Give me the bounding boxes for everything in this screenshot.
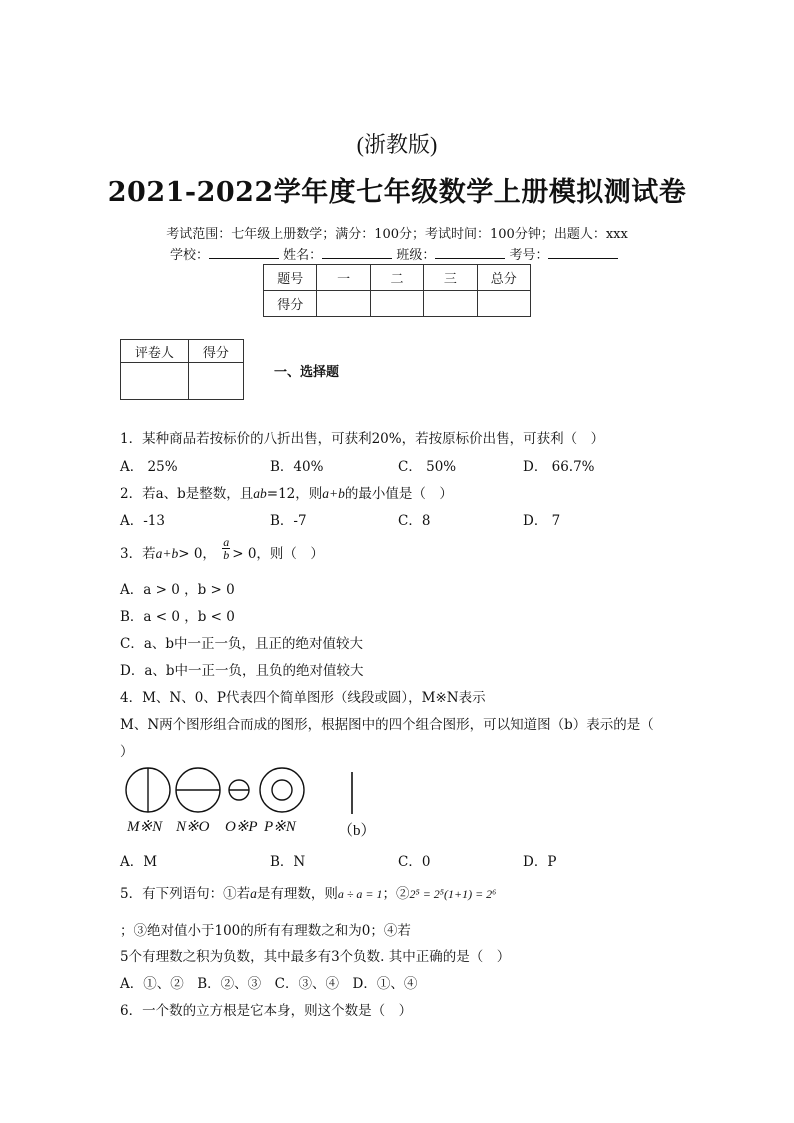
score-cell[interactable] (424, 291, 477, 317)
question-5-stem-line3: 5个有理数之积为负数，其中最多有3个负数. 其中正确的是（ ） (120, 949, 511, 965)
question-5-stem-line2: ；③绝对值小于100的所有有理数之和为0；④若 (120, 923, 411, 939)
q1-option-b[interactable]: B．40% (270, 459, 324, 475)
school-label: 学校： (170, 248, 210, 263)
q1-option-c[interactable]: C． 50% (398, 459, 457, 475)
score-cell[interactable] (370, 291, 423, 317)
label-n-o: N※O (176, 819, 210, 835)
label-figure-b: （b） (338, 823, 376, 839)
q2-option-a[interactable]: A．-13 (120, 513, 165, 529)
exam-info: 考试范围：七年级上册数学；满分：100分；考试时间：100分钟；出题人：xxx (166, 227, 628, 242)
score-cell[interactable] (317, 291, 370, 317)
score-table (263, 264, 531, 317)
q3-option-c[interactable]: C．a、b中一正一负，且正的绝对值较大 (120, 636, 364, 652)
edition-label: (浙教版) (356, 132, 438, 157)
grader-cell[interactable] (188, 363, 243, 400)
grader-table (120, 339, 244, 400)
grader-cell[interactable] (121, 363, 189, 400)
grader-header-cell: 评卷人 (121, 340, 189, 363)
question-6-stem: 6．一个数的立方根是它本身，则这个数是（ ） (120, 1003, 413, 1019)
score-header-cell: 一 (317, 265, 370, 291)
score-row-label: 得分 (264, 291, 317, 317)
fraction-a-over-b: $\frac{a}{b}$ (223, 535, 230, 562)
class-label: 班级： (396, 248, 436, 263)
question-4-stem-line1: 4．M、N、0、P代表四个简单图形（线段或圆），M※N表示 (120, 690, 486, 706)
q5-options[interactable]: A．①、② B．②、③ C．③、④ D．①、④ (120, 976, 418, 992)
p-n-inner-circle (272, 780, 292, 800)
student-info-line (170, 244, 618, 263)
q2-option-b[interactable]: B．-7 (270, 513, 307, 529)
question-4-stem-line3: ） (120, 744, 134, 760)
q2-option-d[interactable]: D． 7 (523, 513, 561, 529)
q2-option-c[interactable]: C．8 (398, 513, 431, 529)
q4-option-c[interactable]: C．0 (398, 854, 431, 870)
label-m-n: M※N (127, 819, 163, 835)
question-5-stem-line1: 5．有下列语句：①若a是有理数，则a ÷ a = 1；②2⁵ = 2⁵(1+1) = 2⁶ (120, 886, 497, 902)
q1-option-d[interactable]: D． 66.7% (523, 459, 595, 475)
p-n-outer-circle (260, 768, 304, 812)
question-2-stem: 2．若a、b是整数，且ab=12，则a+b的最小值是（ ） (120, 486, 453, 502)
label-o-p: O※P (225, 819, 258, 835)
score-header-cell: 题号 (264, 265, 317, 291)
score-header-cell: 总分 (477, 265, 530, 291)
q3-option-a[interactable]: A．a > 0 ，b > 0 (120, 582, 235, 598)
id-label: 考号： (509, 248, 549, 263)
question-4-stem-line2: M、N两个图形组合而成的图形，根据图中的四个组合图形，可以知道图（b）表示的是（ (120, 717, 654, 733)
id-blank[interactable] (548, 245, 618, 259)
question-3-stem: 3．若a+b> 0， $\frac{a}{b}$ > 0，则（ ） (120, 535, 324, 562)
q4-option-a[interactable]: A．M (120, 854, 158, 870)
grader-header-cell: 得分 (188, 340, 243, 363)
class-blank[interactable] (435, 245, 505, 259)
score-header-cell: 三 (424, 265, 477, 291)
q4-option-d[interactable]: D．P (523, 854, 557, 870)
exam-title: 2021-2022学年度七年级数学上册模拟测试卷 (107, 177, 687, 208)
name-label: 姓名： (283, 248, 323, 263)
name-blank[interactable] (322, 245, 392, 259)
q3-option-b[interactable]: B．a < 0 ，b < 0 (120, 609, 235, 625)
school-blank[interactable] (209, 245, 279, 259)
q1-option-a[interactable]: A． 25% (120, 459, 178, 475)
question-1-stem: 1．某种商品若按标价的八折出售，可获利20%，若按原标价出售，可获利（ ） (120, 431, 605, 447)
score-cell[interactable] (477, 291, 530, 317)
section-heading: 一、选择题 (274, 365, 340, 380)
q3-option-d[interactable]: D．a、b中一正一负，且负的绝对值较大 (120, 663, 364, 679)
label-p-n: P※N (264, 819, 296, 835)
q4-option-b[interactable]: B．N (270, 854, 306, 870)
score-header-cell: 二 (370, 265, 423, 291)
